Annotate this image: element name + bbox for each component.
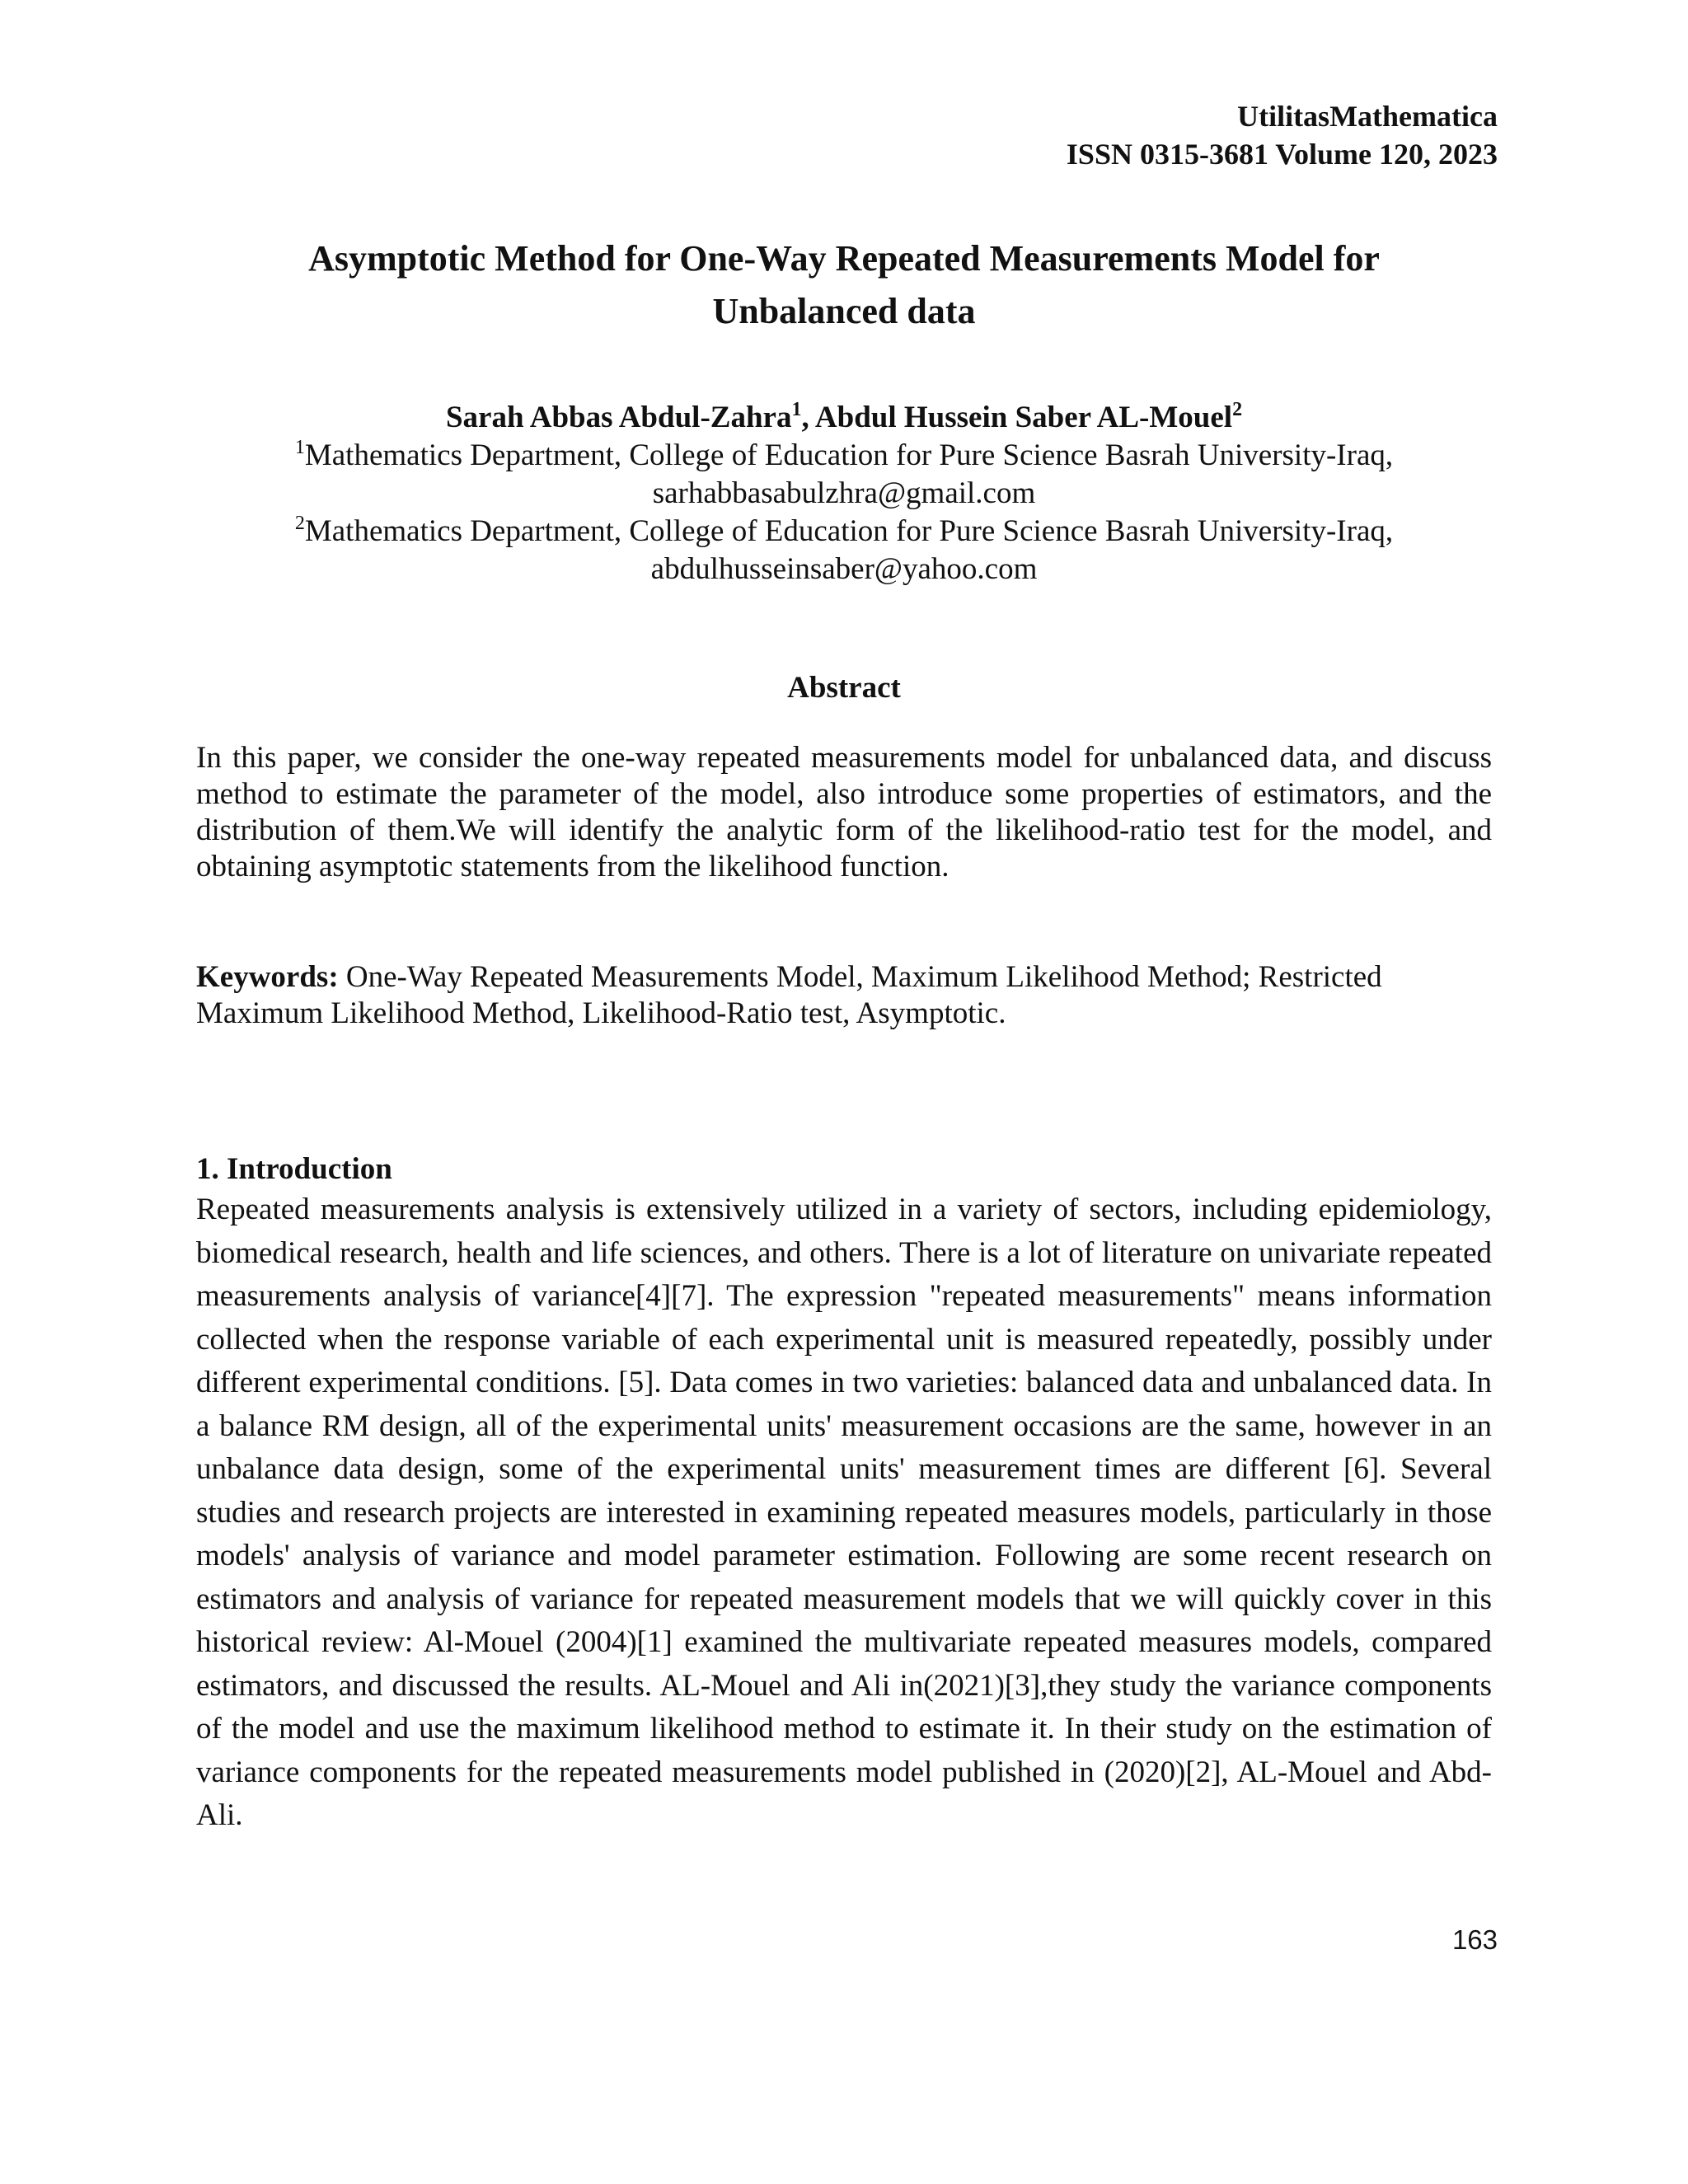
author-separator: , xyxy=(801,401,815,434)
page-number: 163 xyxy=(1451,1924,1498,1955)
author-name: Sarah Abbas Abdul-Zahra xyxy=(445,401,792,434)
introduction-text: Repeated measurements analysis is extensively utilized in a variety of sectors, including epidemiology, biomedical research, health and life sciences, and others. There is a lot of literature on univariate repeated measurements analysis of variance[4][7]. The expression "repeated measurements" means information collected when the response variable of each experimental unit is measured repeatedly, possibly under different experimental conditions. [5]. Data comes in two varieties: balanced data and unbalanced data. In a balance RM design, all of the experimental units' measurement occasions are the same, however in an unbalance data design, some of the experimental units' measurement times are different [6]. Several studies and research projects are interested in examining repeated measures models, particularly in those models' analysis of variance and model parameter estimation. Following are some recent research on estimators and analysis of variance for repeated measurement models that we will quickly cover in this historical review: Al-Mouel (2004)[1] examined the multivariate repeated measures models, compared estimators, and discussed the results. AL-Mouel and Ali in(2021)[3],they study the variance components of the model and use the maximum likelihood method to estimate it. In their study on the estimation of variance components for the repeated measurements model published in (2020)[2], AL-Mouel and Abd-Ali. xyxy=(196,1193,1492,1832)
author-affiliation-mark: 1 xyxy=(791,399,802,420)
affiliation-1 xyxy=(196,437,1492,513)
affiliation-mark: 2 xyxy=(294,513,305,534)
affiliation-email: abdulhusseinsaber@yahoo.com xyxy=(650,552,1038,586)
affiliation-mark: 1 xyxy=(294,437,305,458)
affiliation-institution: Mathematics Department, College of Education for Pure Science Basrah University-Iraq, xyxy=(304,438,1394,472)
title-line-1: Asymptotic Method for One-Way Repeated Measurements Model for xyxy=(308,238,1380,279)
journal-issue: ISSN 0315-3681 Volume 120, 2023 xyxy=(1066,138,1498,171)
title-line-2: Unbalanced data xyxy=(712,291,976,331)
affiliation-institution: Mathematics Department, College of Education for Pure Science Basrah University-Iraq, xyxy=(304,514,1394,548)
paper-title xyxy=(196,232,1492,338)
journal-name: UtilitasMathematica xyxy=(1237,100,1498,133)
keywords-text: One-Way Repeated Measurements Model, Maximum Likelihood Method; Restricted Maximum Likelihood Method, Likelihood-Ratio test, Asymptotic. xyxy=(196,960,1382,1030)
affiliation-email: sarhabbasabulzhra@gmail.com xyxy=(652,476,1036,510)
keywords-label: Keywords: xyxy=(196,960,339,994)
introduction-heading: 1. Introduction xyxy=(196,1152,392,1186)
keywords xyxy=(196,959,1492,1032)
author-name: Abdul Hussein Saber AL-Mouel xyxy=(814,401,1233,434)
journal-header xyxy=(1067,97,1498,173)
abstract-text: In this paper, we consider the one-way repeated measurements model for unbalanced data, and discuss method to estimate the parameter of the model, also introduce some properties of estimators, and the distribution of them.We will identify the analytic form of the likelihood-ratio test for the model, and obtaining asymptotic statements from the likelihood function. xyxy=(196,741,1492,883)
author-list xyxy=(196,399,1492,437)
affiliation-2 xyxy=(196,513,1492,588)
abstract-heading: Abstract xyxy=(787,671,901,705)
author-affiliation-mark: 2 xyxy=(1232,399,1243,420)
